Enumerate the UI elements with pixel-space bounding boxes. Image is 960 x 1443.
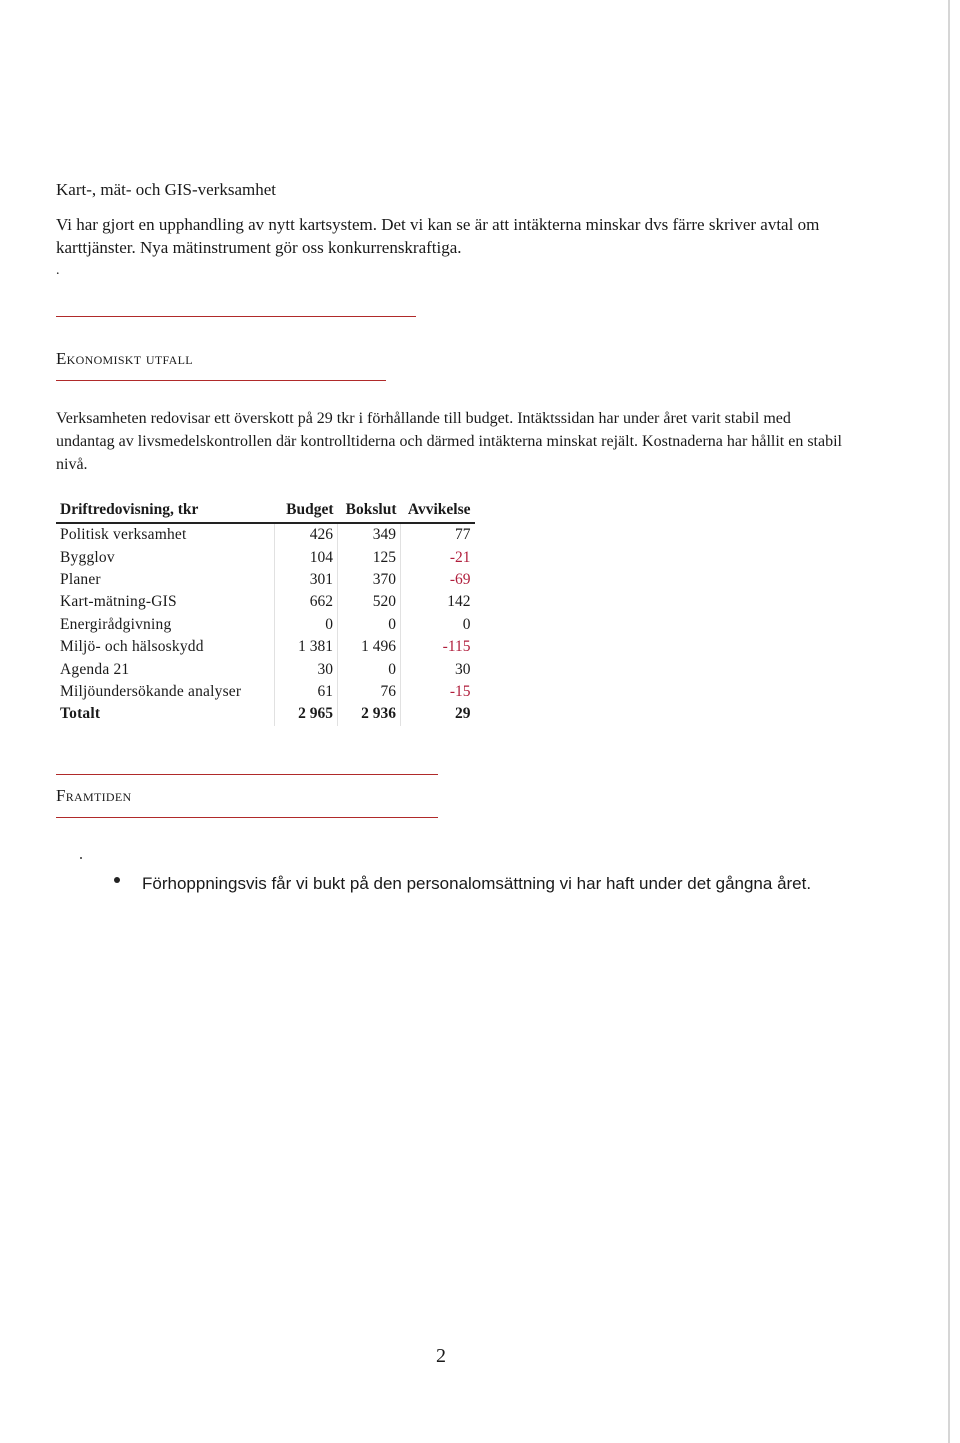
- col-header-budget: Budget: [275, 498, 338, 523]
- section-heading: Kart-, mät- och GIS-verksamhet: [56, 180, 276, 199]
- table-row: [56, 636, 475, 658]
- variance-cell: 30: [401, 658, 475, 680]
- outcome-cell: 520: [338, 591, 401, 613]
- col-header-outcome: Bokslut: [338, 498, 401, 523]
- outcome-cell: 1 496: [338, 636, 401, 658]
- future-heading: Framtiden: [56, 786, 132, 805]
- col-header-category: Driftredovisning, tkr: [56, 498, 275, 523]
- page-edge: [948, 0, 950, 1443]
- row-label: Politisk verksamhet: [60, 526, 187, 544]
- col-header-variance: Avvikelse: [401, 498, 475, 523]
- row-label: Agenda 21: [60, 660, 130, 678]
- future-bullet: Förhoppningsvis får vi bukt på den personalomsättning vi har haft under det gångna året.: [142, 874, 812, 893]
- total-outcome: 2 936: [338, 703, 401, 725]
- row-label: Energirådgivning: [60, 615, 172, 633]
- budget-cell: 30: [275, 658, 338, 680]
- table-row: [56, 523, 475, 546]
- rule-future-bottom: [56, 817, 438, 818]
- rule-top: [56, 316, 416, 317]
- page-number: 2: [436, 1345, 446, 1367]
- outcome-cell: 125: [338, 546, 401, 568]
- table-row: [56, 658, 475, 680]
- budget-cell: 0: [275, 614, 338, 636]
- result-paragraph: Verksamheten redovisar ett överskott på 29 tkr i förhållande till budget. Intäktssidan har under året varit stabil med undantag av livsmedelskontrollen där kontrolltiderna och därmed intäkterna minskat rejält. Kostnaderna har hållit en stabil nivå.: [56, 410, 842, 473]
- total-variance: 29: [401, 703, 475, 725]
- budget-cell: 662: [275, 591, 338, 613]
- stray-dot-mark: [80, 857, 82, 859]
- rule-future-top: [56, 774, 438, 775]
- variance-cell: -15: [401, 681, 475, 703]
- total-budget: 2 965: [275, 703, 338, 725]
- budget-cell: 1 381: [275, 636, 338, 658]
- row-label: Bygglov: [60, 548, 115, 566]
- budget-cell: 104: [275, 546, 338, 568]
- variance-cell: 142: [401, 591, 475, 613]
- budget-cell: 426: [275, 523, 338, 546]
- variance-cell: 77: [401, 523, 475, 546]
- stray-mark: .: [56, 263, 60, 278]
- outcome-cell: 0: [338, 658, 401, 680]
- outcome-cell: 0: [338, 614, 401, 636]
- budget-cell: 301: [275, 569, 338, 591]
- table-row: [56, 591, 475, 613]
- variance-cell: -69: [401, 569, 475, 591]
- table-header-row: [56, 498, 475, 523]
- bullet-icon: [114, 877, 120, 883]
- budget-table: [56, 498, 475, 726]
- budget-cell: 61: [275, 681, 338, 703]
- table-row: [56, 614, 475, 636]
- table-row: [56, 681, 475, 703]
- variance-cell: -21: [401, 546, 475, 568]
- row-label: Kart-mätning-GIS: [60, 593, 177, 611]
- intro-paragraph: Vi har gjort en upphandling av nytt kartsystem. Det vi kan se är att intäkterna minskar dvs färre skriver avtal om karttjänster. Nya mätinstrument gör oss konkurrenskraftiga.: [56, 215, 820, 257]
- row-label: Planer: [60, 570, 101, 588]
- table-row: [56, 546, 475, 568]
- table-row: [56, 569, 475, 591]
- row-label: Miljö- och hälsoskydd: [60, 638, 204, 656]
- variance-cell: -115: [401, 636, 475, 658]
- variance-cell: 0: [401, 614, 475, 636]
- rule-bottom: [56, 380, 386, 381]
- table-total-row: [56, 703, 475, 725]
- row-label: Miljöundersökande analyser: [60, 682, 242, 700]
- outcome-cell: 370: [338, 569, 401, 591]
- total-label: Totalt: [60, 705, 101, 723]
- outcome-cell: 76: [338, 681, 401, 703]
- result-heading: Ekonomiskt utfall: [56, 349, 193, 368]
- outcome-cell: 349: [338, 523, 401, 546]
